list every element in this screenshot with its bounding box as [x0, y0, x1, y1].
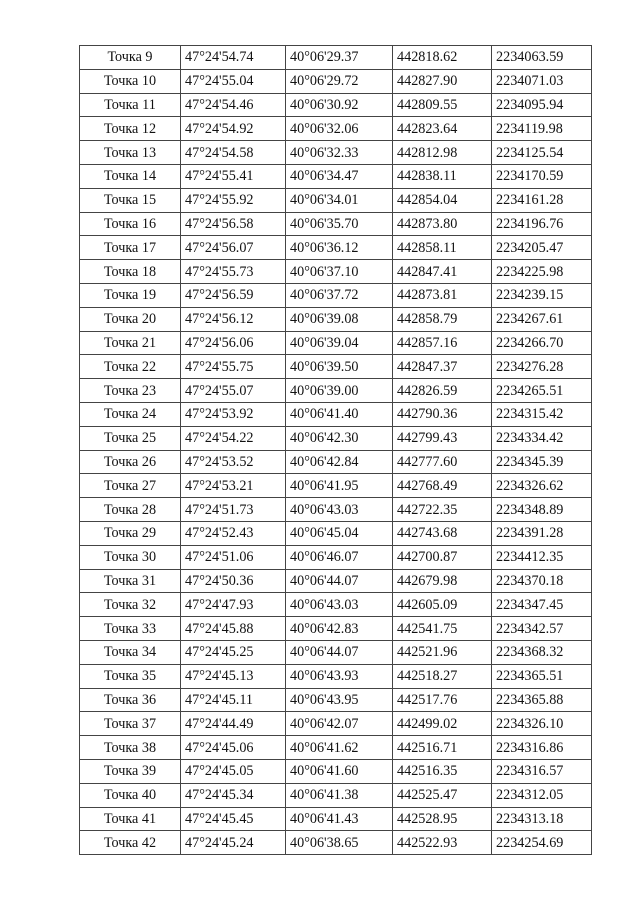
- latitude-cell: 47°24'45.34: [181, 783, 286, 807]
- x-coordinate-cell: 442857.16: [393, 331, 492, 355]
- point-name-cell: Точка 40: [80, 783, 181, 807]
- x-coordinate-cell: 442858.79: [393, 307, 492, 331]
- point-name-cell: Точка 25: [80, 426, 181, 450]
- latitude-cell: 47°24'55.41: [181, 164, 286, 188]
- x-coordinate-cell: 442823.64: [393, 117, 492, 141]
- y-coordinate-cell: 2234119.98: [492, 117, 592, 141]
- latitude-cell: 47°24'52.43: [181, 521, 286, 545]
- y-coordinate-cell: 2234342.57: [492, 617, 592, 641]
- latitude-cell: 47°24'45.13: [181, 664, 286, 688]
- longitude-cell: 40°06'41.62: [286, 736, 393, 760]
- y-coordinate-cell: 2234316.86: [492, 736, 592, 760]
- y-coordinate-cell: 2234239.15: [492, 283, 592, 307]
- x-coordinate-cell: 442521.96: [393, 640, 492, 664]
- x-coordinate-cell: 442743.68: [393, 521, 492, 545]
- point-name-cell: Точка 30: [80, 545, 181, 569]
- table-row: [80, 640, 592, 664]
- y-coordinate-cell: 2234125.54: [492, 141, 592, 165]
- latitude-cell: 47°24'53.52: [181, 450, 286, 474]
- latitude-cell: 47°24'45.11: [181, 688, 286, 712]
- y-coordinate-cell: 2234345.39: [492, 450, 592, 474]
- table-row: [80, 474, 592, 498]
- longitude-cell: 40°06'42.07: [286, 712, 393, 736]
- latitude-cell: 47°24'54.46: [181, 93, 286, 117]
- y-coordinate-cell: 2234365.51: [492, 664, 592, 688]
- y-coordinate-cell: 2234348.89: [492, 498, 592, 522]
- point-name-cell: Точка 38: [80, 736, 181, 760]
- table-row: [80, 355, 592, 379]
- y-coordinate-cell: 2234225.98: [492, 260, 592, 284]
- x-coordinate-cell: 442516.35: [393, 759, 492, 783]
- longitude-cell: 40°06'38.65: [286, 831, 393, 855]
- point-name-cell: Точка 26: [80, 450, 181, 474]
- latitude-cell: 47°24'45.24: [181, 831, 286, 855]
- x-coordinate-cell: 442818.62: [393, 46, 492, 70]
- longitude-cell: 40°06'44.07: [286, 569, 393, 593]
- x-coordinate-cell: 442812.98: [393, 141, 492, 165]
- longitude-cell: 40°06'30.92: [286, 93, 393, 117]
- table-row: [80, 831, 592, 855]
- point-name-cell: Точка 11: [80, 93, 181, 117]
- point-name-cell: Точка 41: [80, 807, 181, 831]
- longitude-cell: 40°06'34.01: [286, 188, 393, 212]
- table-row: [80, 331, 592, 355]
- latitude-cell: 47°24'45.06: [181, 736, 286, 760]
- longitude-cell: 40°06'41.43: [286, 807, 393, 831]
- table-row: [80, 379, 592, 403]
- y-coordinate-cell: 2234276.28: [492, 355, 592, 379]
- table-row: [80, 402, 592, 426]
- x-coordinate-cell: 442847.37: [393, 355, 492, 379]
- point-name-cell: Точка 24: [80, 402, 181, 426]
- longitude-cell: 40°06'42.83: [286, 617, 393, 641]
- x-coordinate-cell: 442518.27: [393, 664, 492, 688]
- table-row: [80, 426, 592, 450]
- point-name-cell: Точка 12: [80, 117, 181, 141]
- x-coordinate-cell: 442873.80: [393, 212, 492, 236]
- latitude-cell: 47°24'56.07: [181, 236, 286, 260]
- y-coordinate-cell: 2234161.28: [492, 188, 592, 212]
- latitude-cell: 47°24'56.58: [181, 212, 286, 236]
- longitude-cell: 40°06'43.93: [286, 664, 393, 688]
- latitude-cell: 47°24'54.58: [181, 141, 286, 165]
- y-coordinate-cell: 2234370.18: [492, 569, 592, 593]
- y-coordinate-cell: 2234095.94: [492, 93, 592, 117]
- table-row: [80, 212, 592, 236]
- x-coordinate-cell: 442809.55: [393, 93, 492, 117]
- latitude-cell: 47°24'56.06: [181, 331, 286, 355]
- longitude-cell: 40°06'34.47: [286, 164, 393, 188]
- latitude-cell: 47°24'54.92: [181, 117, 286, 141]
- longitude-cell: 40°06'41.40: [286, 402, 393, 426]
- y-coordinate-cell: 2234365.88: [492, 688, 592, 712]
- point-name-cell: Точка 42: [80, 831, 181, 855]
- point-name-cell: Точка 10: [80, 69, 181, 93]
- x-coordinate-cell: 442700.87: [393, 545, 492, 569]
- point-name-cell: Точка 37: [80, 712, 181, 736]
- latitude-cell: 47°24'51.73: [181, 498, 286, 522]
- x-coordinate-cell: 442722.35: [393, 498, 492, 522]
- point-name-cell: Точка 23: [80, 379, 181, 403]
- table-row: [80, 688, 592, 712]
- y-coordinate-cell: 2234205.47: [492, 236, 592, 260]
- x-coordinate-cell: 442499.02: [393, 712, 492, 736]
- latitude-cell: 47°24'47.93: [181, 593, 286, 617]
- table-row: [80, 569, 592, 593]
- y-coordinate-cell: 2234316.57: [492, 759, 592, 783]
- longitude-cell: 40°06'42.84: [286, 450, 393, 474]
- x-coordinate-cell: 442528.95: [393, 807, 492, 831]
- longitude-cell: 40°06'29.37: [286, 46, 393, 70]
- x-coordinate-cell: 442799.43: [393, 426, 492, 450]
- x-coordinate-cell: 442525.47: [393, 783, 492, 807]
- point-name-cell: Точка 32: [80, 593, 181, 617]
- longitude-cell: 40°06'37.72: [286, 283, 393, 307]
- longitude-cell: 40°06'39.00: [286, 379, 393, 403]
- latitude-cell: 47°24'55.73: [181, 260, 286, 284]
- longitude-cell: 40°06'36.12: [286, 236, 393, 260]
- table-row: [80, 664, 592, 688]
- table-row: [80, 545, 592, 569]
- point-name-cell: Точка 9: [80, 46, 181, 70]
- y-coordinate-cell: 2234312.05: [492, 783, 592, 807]
- latitude-cell: 47°24'54.22: [181, 426, 286, 450]
- latitude-cell: 47°24'51.06: [181, 545, 286, 569]
- table-row: [80, 307, 592, 331]
- point-name-cell: Точка 33: [80, 617, 181, 641]
- point-name-cell: Точка 28: [80, 498, 181, 522]
- point-name-cell: Точка 20: [80, 307, 181, 331]
- y-coordinate-cell: 2234412.35: [492, 545, 592, 569]
- y-coordinate-cell: 2234326.62: [492, 474, 592, 498]
- longitude-cell: 40°06'43.95: [286, 688, 393, 712]
- x-coordinate-cell: 442827.90: [393, 69, 492, 93]
- x-coordinate-cell: 442517.76: [393, 688, 492, 712]
- longitude-cell: 40°06'46.07: [286, 545, 393, 569]
- longitude-cell: 40°06'44.07: [286, 640, 393, 664]
- y-coordinate-cell: 2234315.42: [492, 402, 592, 426]
- longitude-cell: 40°06'41.60: [286, 759, 393, 783]
- y-coordinate-cell: 2234196.76: [492, 212, 592, 236]
- x-coordinate-cell: 442605.09: [393, 593, 492, 617]
- latitude-cell: 47°24'55.75: [181, 355, 286, 379]
- table-row: [80, 759, 592, 783]
- x-coordinate-cell: 442522.93: [393, 831, 492, 855]
- latitude-cell: 47°24'45.05: [181, 759, 286, 783]
- longitude-cell: 40°06'35.70: [286, 212, 393, 236]
- y-coordinate-cell: 2234266.70: [492, 331, 592, 355]
- point-name-cell: Точка 27: [80, 474, 181, 498]
- latitude-cell: 47°24'56.59: [181, 283, 286, 307]
- y-coordinate-cell: 2234063.59: [492, 46, 592, 70]
- longitude-cell: 40°06'43.03: [286, 498, 393, 522]
- y-coordinate-cell: 2234071.03: [492, 69, 592, 93]
- x-coordinate-cell: 442541.75: [393, 617, 492, 641]
- table-row: [80, 236, 592, 260]
- x-coordinate-cell: 442858.11: [393, 236, 492, 260]
- x-coordinate-cell: 442790.36: [393, 402, 492, 426]
- latitude-cell: 47°24'55.07: [181, 379, 286, 403]
- table-row: [80, 141, 592, 165]
- longitude-cell: 40°06'45.04: [286, 521, 393, 545]
- latitude-cell: 47°24'45.88: [181, 617, 286, 641]
- point-name-cell: Точка 34: [80, 640, 181, 664]
- point-name-cell: Точка 21: [80, 331, 181, 355]
- x-coordinate-cell: 442516.71: [393, 736, 492, 760]
- longitude-cell: 40°06'43.03: [286, 593, 393, 617]
- longitude-cell: 40°06'32.06: [286, 117, 393, 141]
- longitude-cell: 40°06'32.33: [286, 141, 393, 165]
- longitude-cell: 40°06'41.38: [286, 783, 393, 807]
- latitude-cell: 47°24'54.74: [181, 46, 286, 70]
- point-name-cell: Точка 22: [80, 355, 181, 379]
- table-row: [80, 617, 592, 641]
- coordinates-table: [79, 45, 592, 855]
- table-row: [80, 498, 592, 522]
- y-coordinate-cell: 2234313.18: [492, 807, 592, 831]
- point-name-cell: Точка 35: [80, 664, 181, 688]
- latitude-cell: 47°24'45.25: [181, 640, 286, 664]
- y-coordinate-cell: 2234347.45: [492, 593, 592, 617]
- table-row: [80, 712, 592, 736]
- y-coordinate-cell: 2234326.10: [492, 712, 592, 736]
- latitude-cell: 47°24'44.49: [181, 712, 286, 736]
- point-name-cell: Точка 18: [80, 260, 181, 284]
- y-coordinate-cell: 2234265.51: [492, 379, 592, 403]
- longitude-cell: 40°06'39.50: [286, 355, 393, 379]
- table-row: [80, 164, 592, 188]
- x-coordinate-cell: 442838.11: [393, 164, 492, 188]
- latitude-cell: 47°24'45.45: [181, 807, 286, 831]
- longitude-cell: 40°06'29.72: [286, 69, 393, 93]
- y-coordinate-cell: 2234267.61: [492, 307, 592, 331]
- table-row: [80, 807, 592, 831]
- y-coordinate-cell: 2234368.32: [492, 640, 592, 664]
- point-name-cell: Точка 29: [80, 521, 181, 545]
- point-name-cell: Точка 15: [80, 188, 181, 212]
- table-row: [80, 188, 592, 212]
- longitude-cell: 40°06'37.10: [286, 260, 393, 284]
- y-coordinate-cell: 2234170.59: [492, 164, 592, 188]
- x-coordinate-cell: 442679.98: [393, 569, 492, 593]
- table-row: [80, 117, 592, 141]
- longitude-cell: 40°06'41.95: [286, 474, 393, 498]
- x-coordinate-cell: 442854.04: [393, 188, 492, 212]
- point-name-cell: Точка 14: [80, 164, 181, 188]
- x-coordinate-cell: 442873.81: [393, 283, 492, 307]
- y-coordinate-cell: 2234254.69: [492, 831, 592, 855]
- y-coordinate-cell: 2234334.42: [492, 426, 592, 450]
- table-row: [80, 593, 592, 617]
- point-name-cell: Точка 19: [80, 283, 181, 307]
- y-coordinate-cell: 2234391.28: [492, 521, 592, 545]
- point-name-cell: Точка 39: [80, 759, 181, 783]
- longitude-cell: 40°06'42.30: [286, 426, 393, 450]
- table-row: [80, 783, 592, 807]
- x-coordinate-cell: 442768.49: [393, 474, 492, 498]
- table-row: [80, 93, 592, 117]
- x-coordinate-cell: 442777.60: [393, 450, 492, 474]
- latitude-cell: 47°24'50.36: [181, 569, 286, 593]
- latitude-cell: 47°24'53.92: [181, 402, 286, 426]
- point-name-cell: Точка 31: [80, 569, 181, 593]
- table-row: [80, 450, 592, 474]
- latitude-cell: 47°24'53.21: [181, 474, 286, 498]
- table-row: [80, 69, 592, 93]
- point-name-cell: Точка 36: [80, 688, 181, 712]
- table-row: [80, 283, 592, 307]
- latitude-cell: 47°24'56.12: [181, 307, 286, 331]
- table-row: [80, 260, 592, 284]
- point-name-cell: Точка 13: [80, 141, 181, 165]
- coordinates-table-body: [80, 46, 592, 855]
- longitude-cell: 40°06'39.08: [286, 307, 393, 331]
- latitude-cell: 47°24'55.04: [181, 69, 286, 93]
- table-row: [80, 736, 592, 760]
- x-coordinate-cell: 442847.41: [393, 260, 492, 284]
- point-name-cell: Точка 16: [80, 212, 181, 236]
- latitude-cell: 47°24'55.92: [181, 188, 286, 212]
- longitude-cell: 40°06'39.04: [286, 331, 393, 355]
- x-coordinate-cell: 442826.59: [393, 379, 492, 403]
- point-name-cell: Точка 17: [80, 236, 181, 260]
- table-row: [80, 46, 592, 70]
- table-row: [80, 521, 592, 545]
